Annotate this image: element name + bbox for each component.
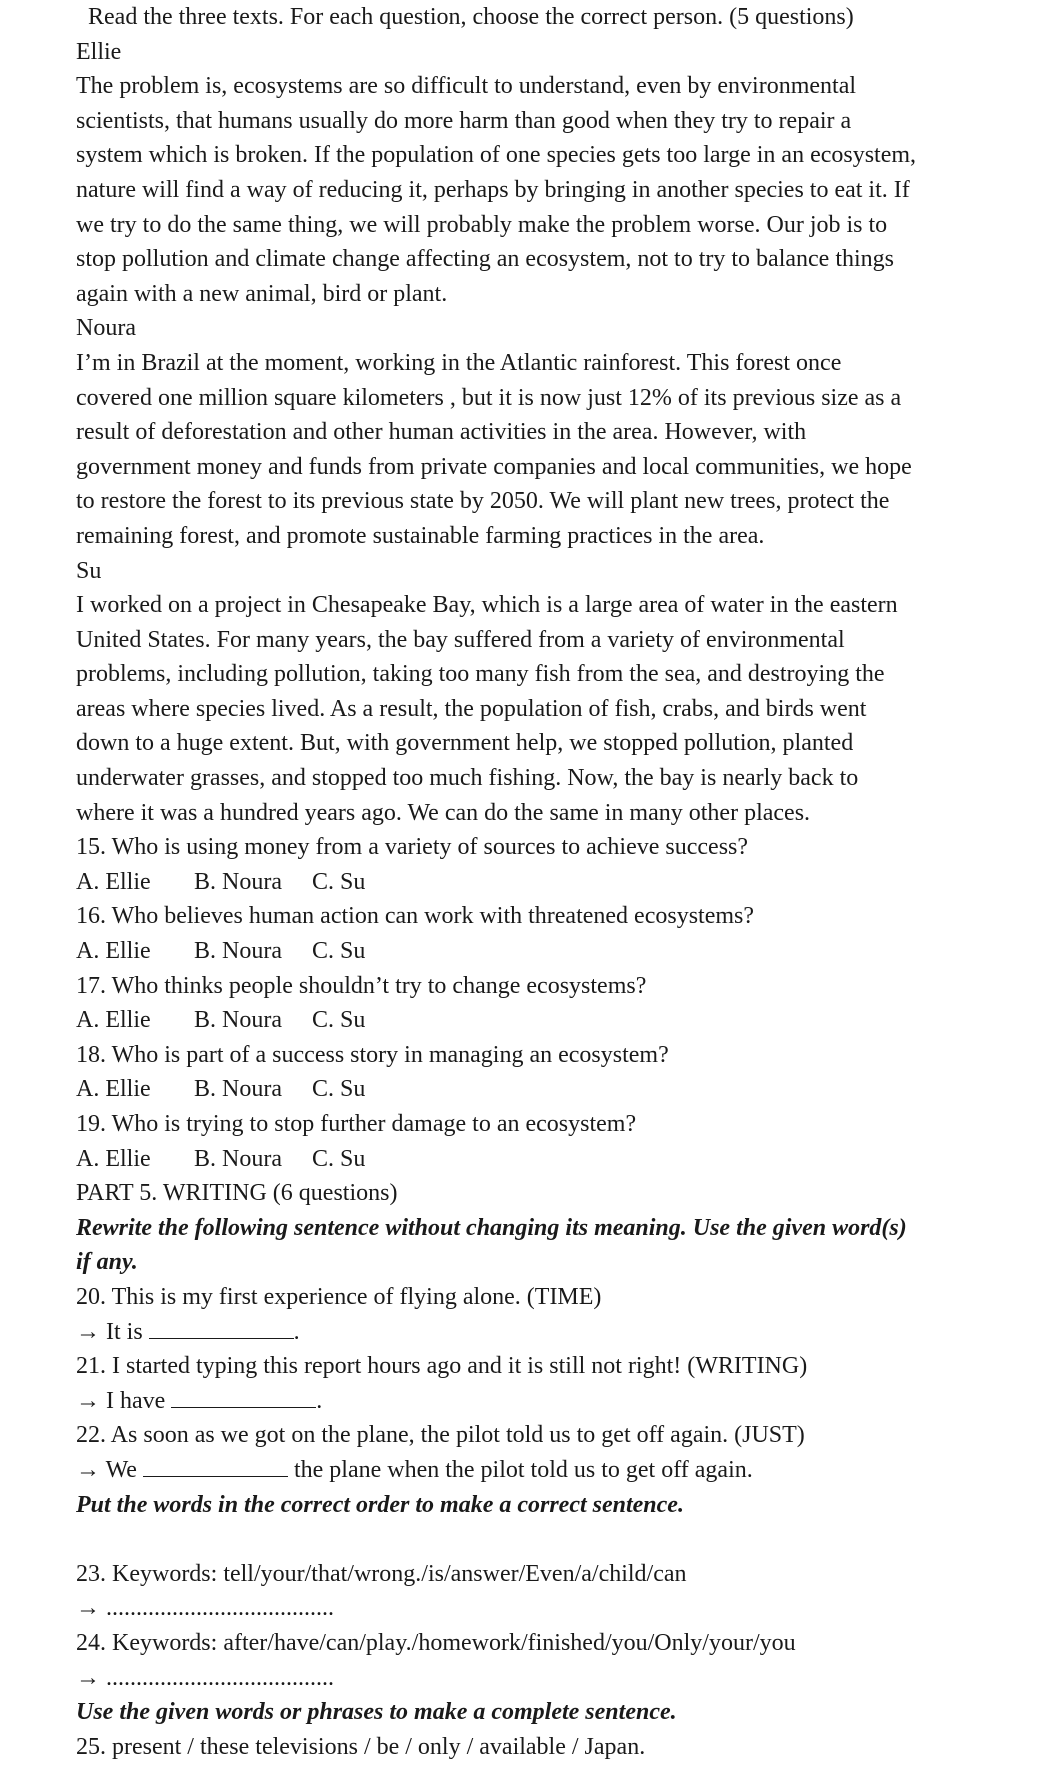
- question-text: 20. This is my first experience of flying alone. (TIME): [76, 1283, 602, 1310]
- option-c[interactable]: C. Su: [312, 1007, 366, 1034]
- question-19: [76, 1107, 1006, 1176]
- question-17: [76, 969, 1006, 1038]
- option-c[interactable]: C. Su: [312, 1145, 366, 1172]
- text-line: down to a huge extent. But, with government help, we stopped pollution, planted: [76, 730, 854, 757]
- question-18: [76, 1038, 1006, 1107]
- option-a[interactable]: A. Ellie: [76, 938, 151, 965]
- option-b[interactable]: B. Noura: [194, 1076, 282, 1103]
- question-21: [76, 1349, 1006, 1418]
- question-24: [76, 1626, 1006, 1695]
- option-b[interactable]: B. Noura: [194, 938, 282, 965]
- option-b[interactable]: B. Noura: [194, 868, 282, 895]
- answer-prefix: → I have: [76, 1387, 166, 1414]
- text-line: where it was a hundred years ago. We can do the same in many other places.: [76, 799, 811, 826]
- answer-suffix: .: [293, 1318, 300, 1345]
- option-a[interactable]: A. Ellie: [76, 868, 151, 895]
- blank-spacer: [76, 1522, 1006, 1557]
- text-line: result of deforestation and other human activities in the area. However, with: [76, 419, 807, 446]
- text-author-noura: Noura: [76, 315, 136, 342]
- answer-options: [76, 1072, 1006, 1107]
- text-line: again with a new animal, bird or plant.: [76, 280, 448, 307]
- text-line: system which is broken. If the population of one species gets too large in an ecosystem,: [76, 142, 917, 169]
- question-20: [76, 1280, 1006, 1349]
- question-23: [76, 1557, 1006, 1626]
- text-line: government money and funds from private companies and local communities, we hope: [76, 453, 912, 480]
- question-15: [76, 830, 1006, 899]
- question-16: [76, 899, 1006, 968]
- answer-line: [76, 1453, 1006, 1488]
- option-b[interactable]: B. Noura: [194, 1007, 282, 1034]
- text-line: I worked on a project in Chesapeake Bay, which is a large area of water in the eastern: [76, 592, 898, 619]
- text-line: underwater grasses, and stopped too much fishing. Now, the bay is nearly back to: [76, 765, 859, 792]
- text-line: to restore the forest to its previous state by 2050. We will plant new trees, protect the: [76, 488, 890, 515]
- answer-options: [76, 865, 1006, 900]
- answer-options: [76, 1003, 1006, 1038]
- text-line: we try to do the same thing, we will probably make the problem worse. Our job is to: [76, 211, 888, 238]
- question-text: 16. Who believes human action can work with threatened ecosystems?: [76, 903, 755, 930]
- question-text: 18. Who is part of a success story in managing an ecosystem?: [76, 1041, 669, 1068]
- question-text: 22. As soon as we got on the plane, the pilot told us to get off again. (JUST): [76, 1422, 805, 1449]
- text-line: I’m in Brazil at the moment, working in the Atlantic rainforest. This forest once: [76, 349, 842, 376]
- question-text: 17. Who thinks people shouldn’t try to change ecosystems?: [76, 972, 647, 999]
- order-instruction: Put the words in the correct order to make a correct sentence.: [76, 1491, 684, 1518]
- part5-heading: PART 5. WRITING (6 questions): [76, 1180, 398, 1207]
- text-line: The problem is, ecosystems are so difficult to understand, even by environmental: [76, 73, 857, 100]
- answer-prefix: → We: [76, 1456, 137, 1483]
- answer-dotted-line[interactable]: → ......................................: [76, 1664, 334, 1691]
- text-body-ellie: [76, 69, 1006, 311]
- answer-dotted-line[interactable]: → ......................................: [76, 1595, 334, 1622]
- option-b[interactable]: B. Noura: [194, 1145, 282, 1172]
- question-text: 24. Keywords: after/have/can/play./homework/finished/you/Only/your/you: [76, 1629, 796, 1656]
- text-author-su: Su: [76, 557, 102, 584]
- answer-blank[interactable]: [171, 1386, 316, 1408]
- option-a[interactable]: A. Ellie: [76, 1076, 151, 1103]
- answer-blank[interactable]: [143, 1455, 288, 1477]
- answer-options: [76, 1142, 1006, 1177]
- question-text: 23. Keywords: tell/your/that/wrong./is/answer/Even/a/child/can: [76, 1560, 687, 1587]
- question-text: 25. present / these televisions / be / only / available / Japan.: [76, 1733, 646, 1760]
- text-line: areas where species lived. As a result, the population of fish, crabs, and birds went: [76, 695, 867, 722]
- answer-line: [76, 1315, 1006, 1350]
- option-c[interactable]: C. Su: [312, 938, 366, 965]
- option-a[interactable]: A. Ellie: [76, 1007, 151, 1034]
- option-c[interactable]: C. Su: [312, 868, 366, 895]
- answer-suffix: the plane when the pilot told us to get off again.: [293, 1456, 753, 1483]
- question-22: [76, 1418, 1006, 1487]
- question-text: 15. Who is using money from a variety of sources to achieve success?: [76, 834, 749, 861]
- answer-suffix: .: [316, 1387, 323, 1414]
- question-25: [76, 1730, 1006, 1765]
- answer-options: [76, 934, 1006, 969]
- option-a[interactable]: A. Ellie: [76, 1145, 151, 1172]
- option-c[interactable]: C. Su: [312, 1076, 366, 1103]
- text-line: United States. For many years, the bay suffered from a variety of environmental: [76, 626, 845, 653]
- rewrite-instruction-cont: if any.: [76, 1249, 138, 1276]
- text-body-su: [76, 588, 1006, 830]
- text-line: stop pollution and climate change affecting an ecosystem, not to try to balance things: [76, 246, 895, 273]
- text-line: nature will find a way of reducing it, perhaps by bringing in another species to eat it. If: [76, 176, 910, 203]
- question-text: 21. I started typing this report hours ago and it is still not right! (WRITING): [76, 1353, 808, 1380]
- phrases-instruction: Use the given words or phrases to make a complete sentence.: [76, 1699, 677, 1726]
- rewrite-instruction: Rewrite the following sentence without changing its meaning. Use the given word(s): [76, 1214, 907, 1241]
- worksheet: [76, 0, 1006, 1764]
- text-line: remaining forest, and promote sustainable farming practices in the area.: [76, 522, 765, 549]
- reading-instruction: Read the three texts. For each question, choose the correct person. (5 questions): [88, 4, 854, 30]
- answer-blank[interactable]: [149, 1317, 294, 1339]
- answer-prefix: → It is: [76, 1318, 143, 1345]
- text-line: problems, including pollution, taking too many fish from the sea, and destroying the: [76, 661, 885, 688]
- question-text: 19. Who is trying to stop further damage to an ecosystem?: [76, 1111, 637, 1137]
- answer-line: [76, 1384, 1006, 1419]
- text-line: scientists, that humans usually do more harm than good when they try to repair a: [76, 107, 852, 134]
- text-line: covered one million square kilometers , but it is now just 12% of its previous size as a: [76, 384, 902, 411]
- text-body-noura: [76, 346, 1006, 554]
- text-author-ellie: Ellie: [76, 38, 122, 65]
